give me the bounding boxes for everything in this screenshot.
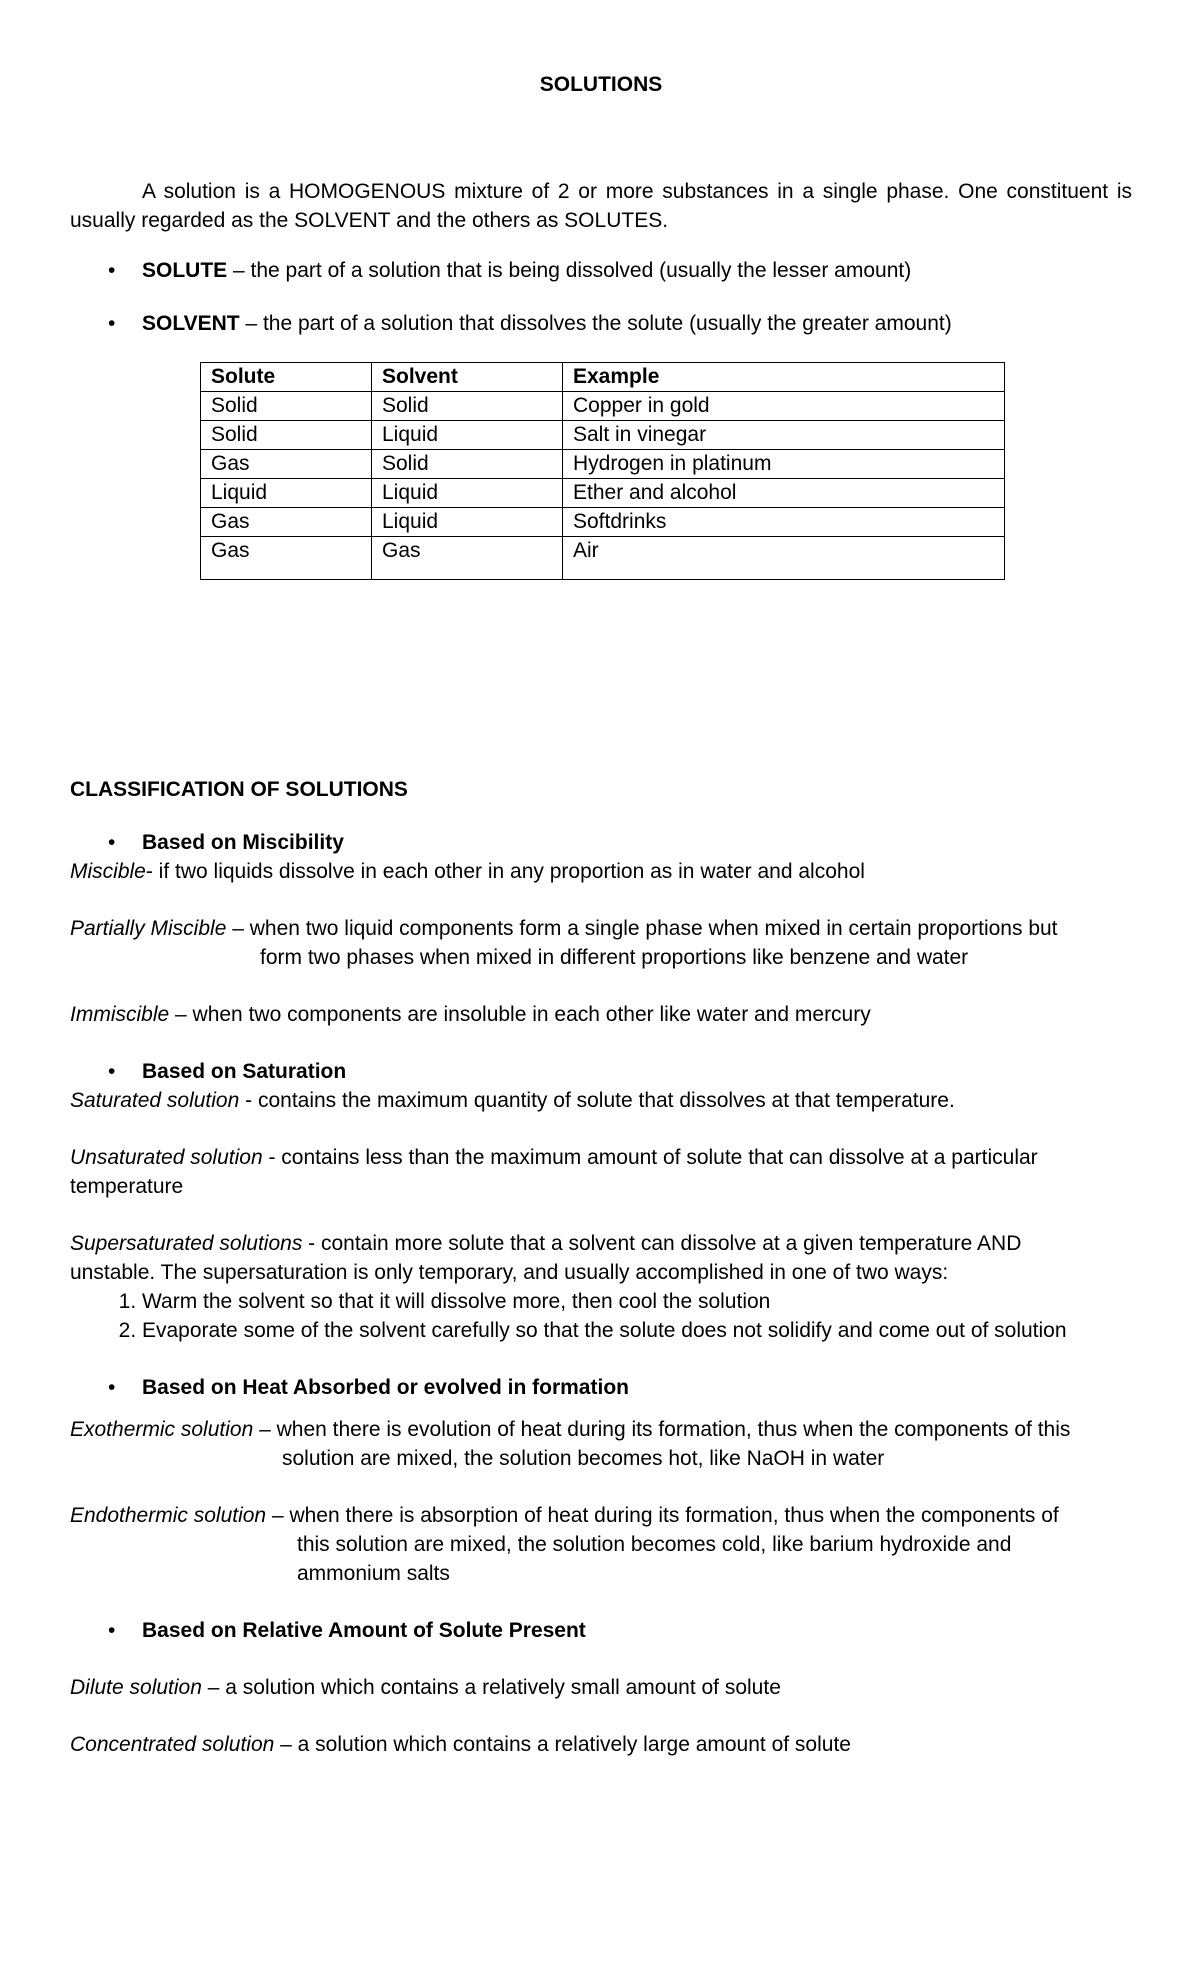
saturated-definition: Saturated solution - contains the maximum quantity of solute that dissolves at that temperature. [70,1089,955,1112]
bullet-icon: • [108,1060,116,1083]
table-cell: Liquid [372,479,563,508]
endothermic-definition: Endothermic solution – when there is absorption of heat during its formation, thus when the components of this solution are mixed, the solution becomes cold, like barium hydroxide and ammonium salts [70,1504,1059,1585]
subsection-heading-heat: • Based on Heat Absorbed or evolved in formation [70,1373,1132,1402]
table-cell: Gas [372,537,563,580]
table-cell: Copper in gold [563,392,1005,421]
table-cell: Gas [201,450,372,479]
table-cell: Liquid [201,479,372,508]
immiscible-definition: Immiscible – when two components are insoluble in each other like water and mercury [70,1003,871,1026]
unsaturated-definition: Unsaturated solution - contains less than the maximum amount of solute that can dissolve at a particular temperature [70,1146,1038,1198]
table-row [201,537,1005,580]
partially-miscible-definition: Partially Miscible – when two liquid components form a single phase when mixed in certain proportions but form two phases when mixed in different proportions like benzene and water [70,917,1058,969]
subsection-heading-saturation: • Based on Saturation [70,1057,1132,1086]
table-cell: Liquid [372,421,563,450]
table-cell: Ether and alcohol [563,479,1005,508]
table-cell: Solid [372,392,563,421]
column-header-solvent: Solvent [372,363,563,392]
intro-paragraph: A solution is a HOMOGENOUS mixture of 2 or more substances in a single phase. One constituent is usually regarded as the SOLVENT and the others as SOLUTES. [70,180,1132,232]
exothermic-definition: Exothermic solution – when there is evolution of heat during its formation, thus when the components of this solution are mixed, the solution becomes hot, like NaOH in water [70,1418,1071,1470]
table-cell: Solid [201,392,372,421]
table-cell: Liquid [372,508,563,537]
table-cell: Gas [201,537,372,580]
definition-text: – the part of a solution that is being dissolved (usually the lesser amount) [227,259,912,282]
definition-term: SOLUTE [142,259,228,282]
table-cell: Hydrogen in platinum [563,450,1005,479]
table-row [201,421,1005,450]
bullet-icon: • [108,259,116,282]
list-item: 2. Evaporate some of the solvent carefully so that the solute does not solidify and come out of solution [142,1316,1132,1345]
table-header-row [201,363,1005,392]
supersaturated-definition: Supersaturated solutions - contain more solute that a solvent can dissolve at a given temperature AND unstable. The supersaturation is only temporary, and usually accomplished in one of two ways: [70,1232,1022,1284]
table-row [201,392,1005,421]
table-row [201,479,1005,508]
table-cell: Air [563,537,1005,580]
table-row [201,450,1005,479]
definition-solvent [70,309,1132,338]
table-cell: Solid [372,450,563,479]
miscible-definition: Miscible- if two liquids dissolve in each other in any proportion as in water and alcohol [70,860,865,883]
subsection-heading-amount: • Based on Relative Amount of Solute Present [70,1616,1132,1645]
table-row [201,508,1005,537]
column-header-solute: Solute [201,363,372,392]
subsection-heading-miscibility: • Based on Miscibility [70,828,1132,857]
table-cell: Gas [201,508,372,537]
column-header-example: Example [563,363,1005,392]
concentrated-definition: Concentrated solution – a solution which contains a relatively large amount of solute [70,1733,851,1756]
table-cell: Salt in vinegar [563,421,1005,450]
dilute-definition: Dilute solution – a solution which contains a relatively small amount of solute [70,1676,781,1699]
bullet-icon: • [108,1619,116,1642]
section-heading-classification: CLASSIFICATION OF SOLUTIONS [70,778,408,801]
document-page [70,70,1132,1759]
bullet-icon: • [108,312,116,335]
table-cell: Solid [201,421,372,450]
supersaturation-steps-list [70,1287,1132,1345]
list-item: 1. Warm the solvent so that it will dissolve more, then cool the solution [142,1287,1132,1316]
table-cell: Softdrinks [563,508,1005,537]
bullet-icon: • [108,1376,116,1399]
page-title: SOLUTIONS [539,73,663,96]
bullet-icon: • [108,831,116,854]
definition-solute [70,256,1132,285]
definition-text: – the part of a solution that dissolves the solute (usually the greater amount) [239,312,952,335]
solution-types-table [200,362,1005,580]
definition-term: SOLVENT [142,312,240,335]
